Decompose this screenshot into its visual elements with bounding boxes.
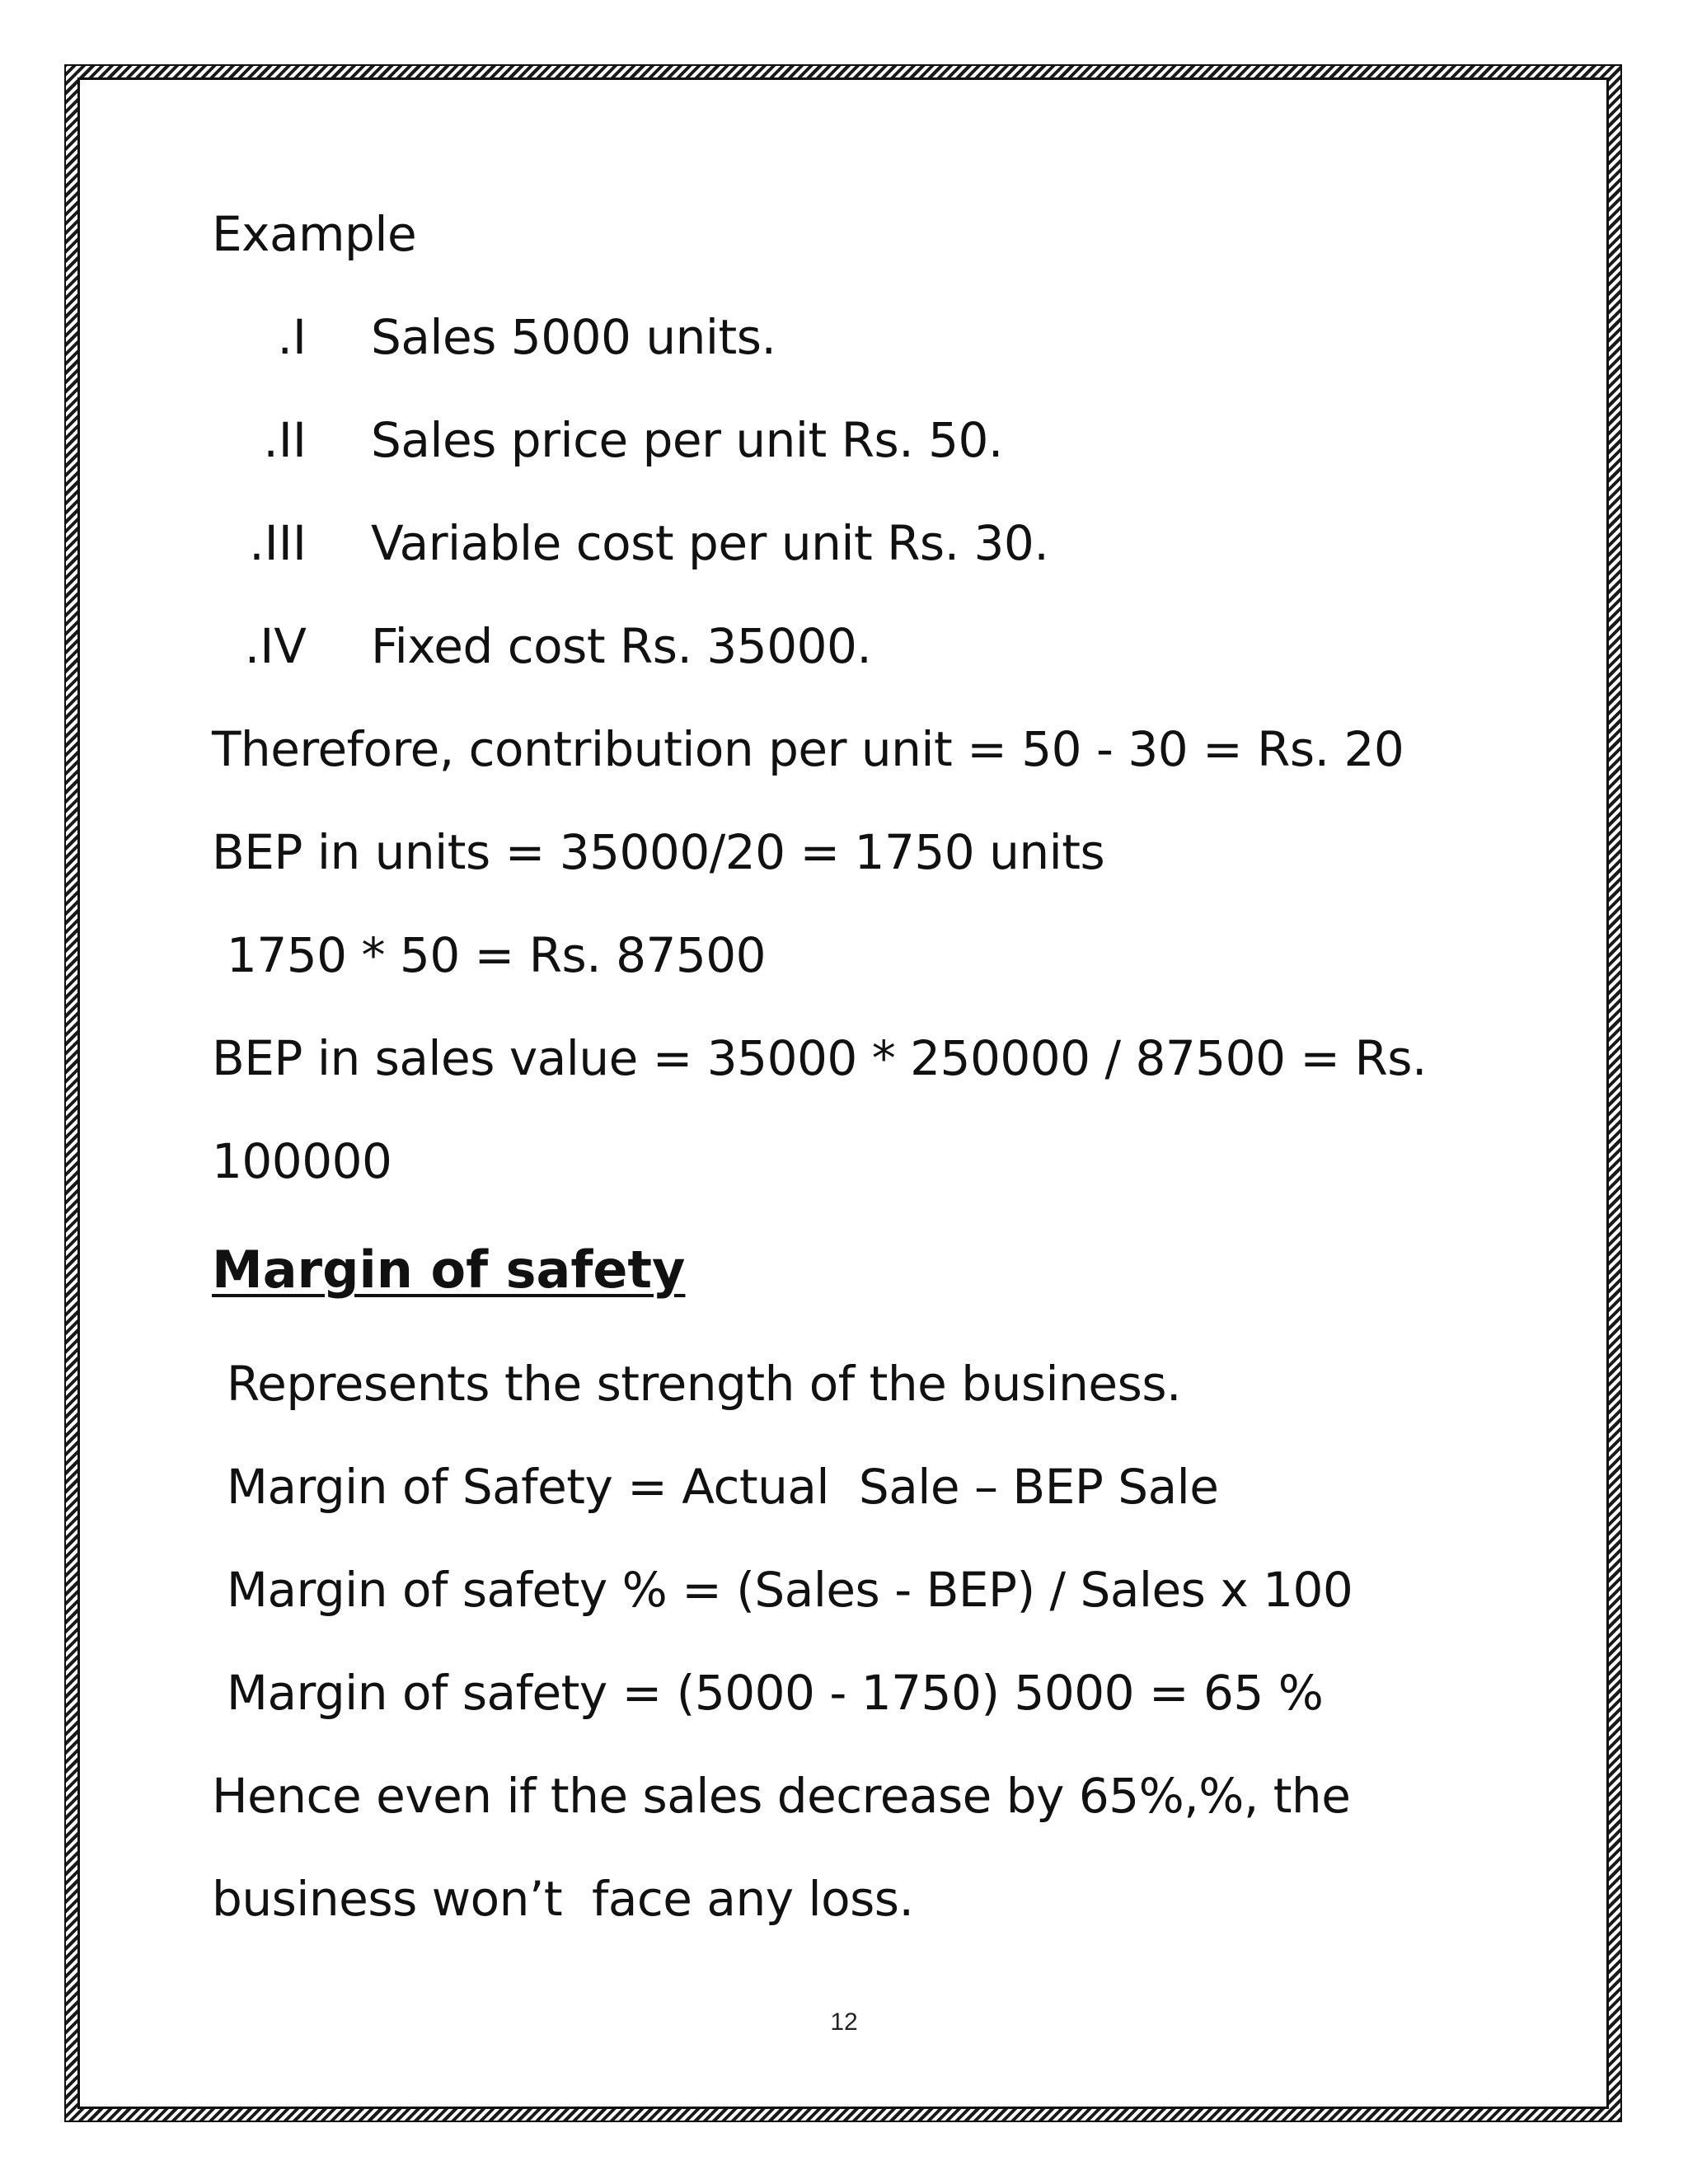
page-number: 12: [830, 2008, 858, 2036]
contribution-line: Therefore, contribution per unit = 50 - 30 = Rs. 20: [212, 721, 1404, 777]
conclusion-line-1: Hence even if the sales decrease by 65%,%, the: [212, 1768, 1351, 1824]
item-text-2: Sales price per unit Rs. 50.: [371, 412, 1003, 468]
mos-formula: Margin of Safety = Actual Sale – BEP Sale: [212, 1459, 1219, 1515]
mos-percent-formula: Margin of safety % = (Sales - BEP) / Sales x 100: [212, 1562, 1353, 1618]
margin-of-safety-heading: Margin of safety: [212, 1240, 686, 1300]
item-text-1: Sales 5000 units.: [371, 309, 776, 365]
item-text-3: Variable cost per unit Rs. 30.: [371, 515, 1049, 571]
mos-calculation: Margin of safety = (5000 - 1750) 5000 = 65 %: [212, 1665, 1324, 1721]
example-title: Example: [212, 206, 417, 262]
mos-definition: Represents the strength of the business.: [212, 1356, 1181, 1412]
conclusion-line-2: business won’t face any loss.: [212, 1871, 914, 1927]
item-text-4: Fixed cost Rs. 35000.: [371, 618, 872, 674]
sales-calc-line: 1750 * 50 = Rs. 87500: [212, 927, 767, 983]
bep-units-line: BEP in units = 35000/20 = 1750 units: [212, 824, 1105, 880]
bep-sales-value-line: BEP in sales value = 35000 * 250000 / 87500 = Rs.: [212, 1030, 1427, 1086]
bep-sales-value-result: 100000: [212, 1133, 392, 1189]
